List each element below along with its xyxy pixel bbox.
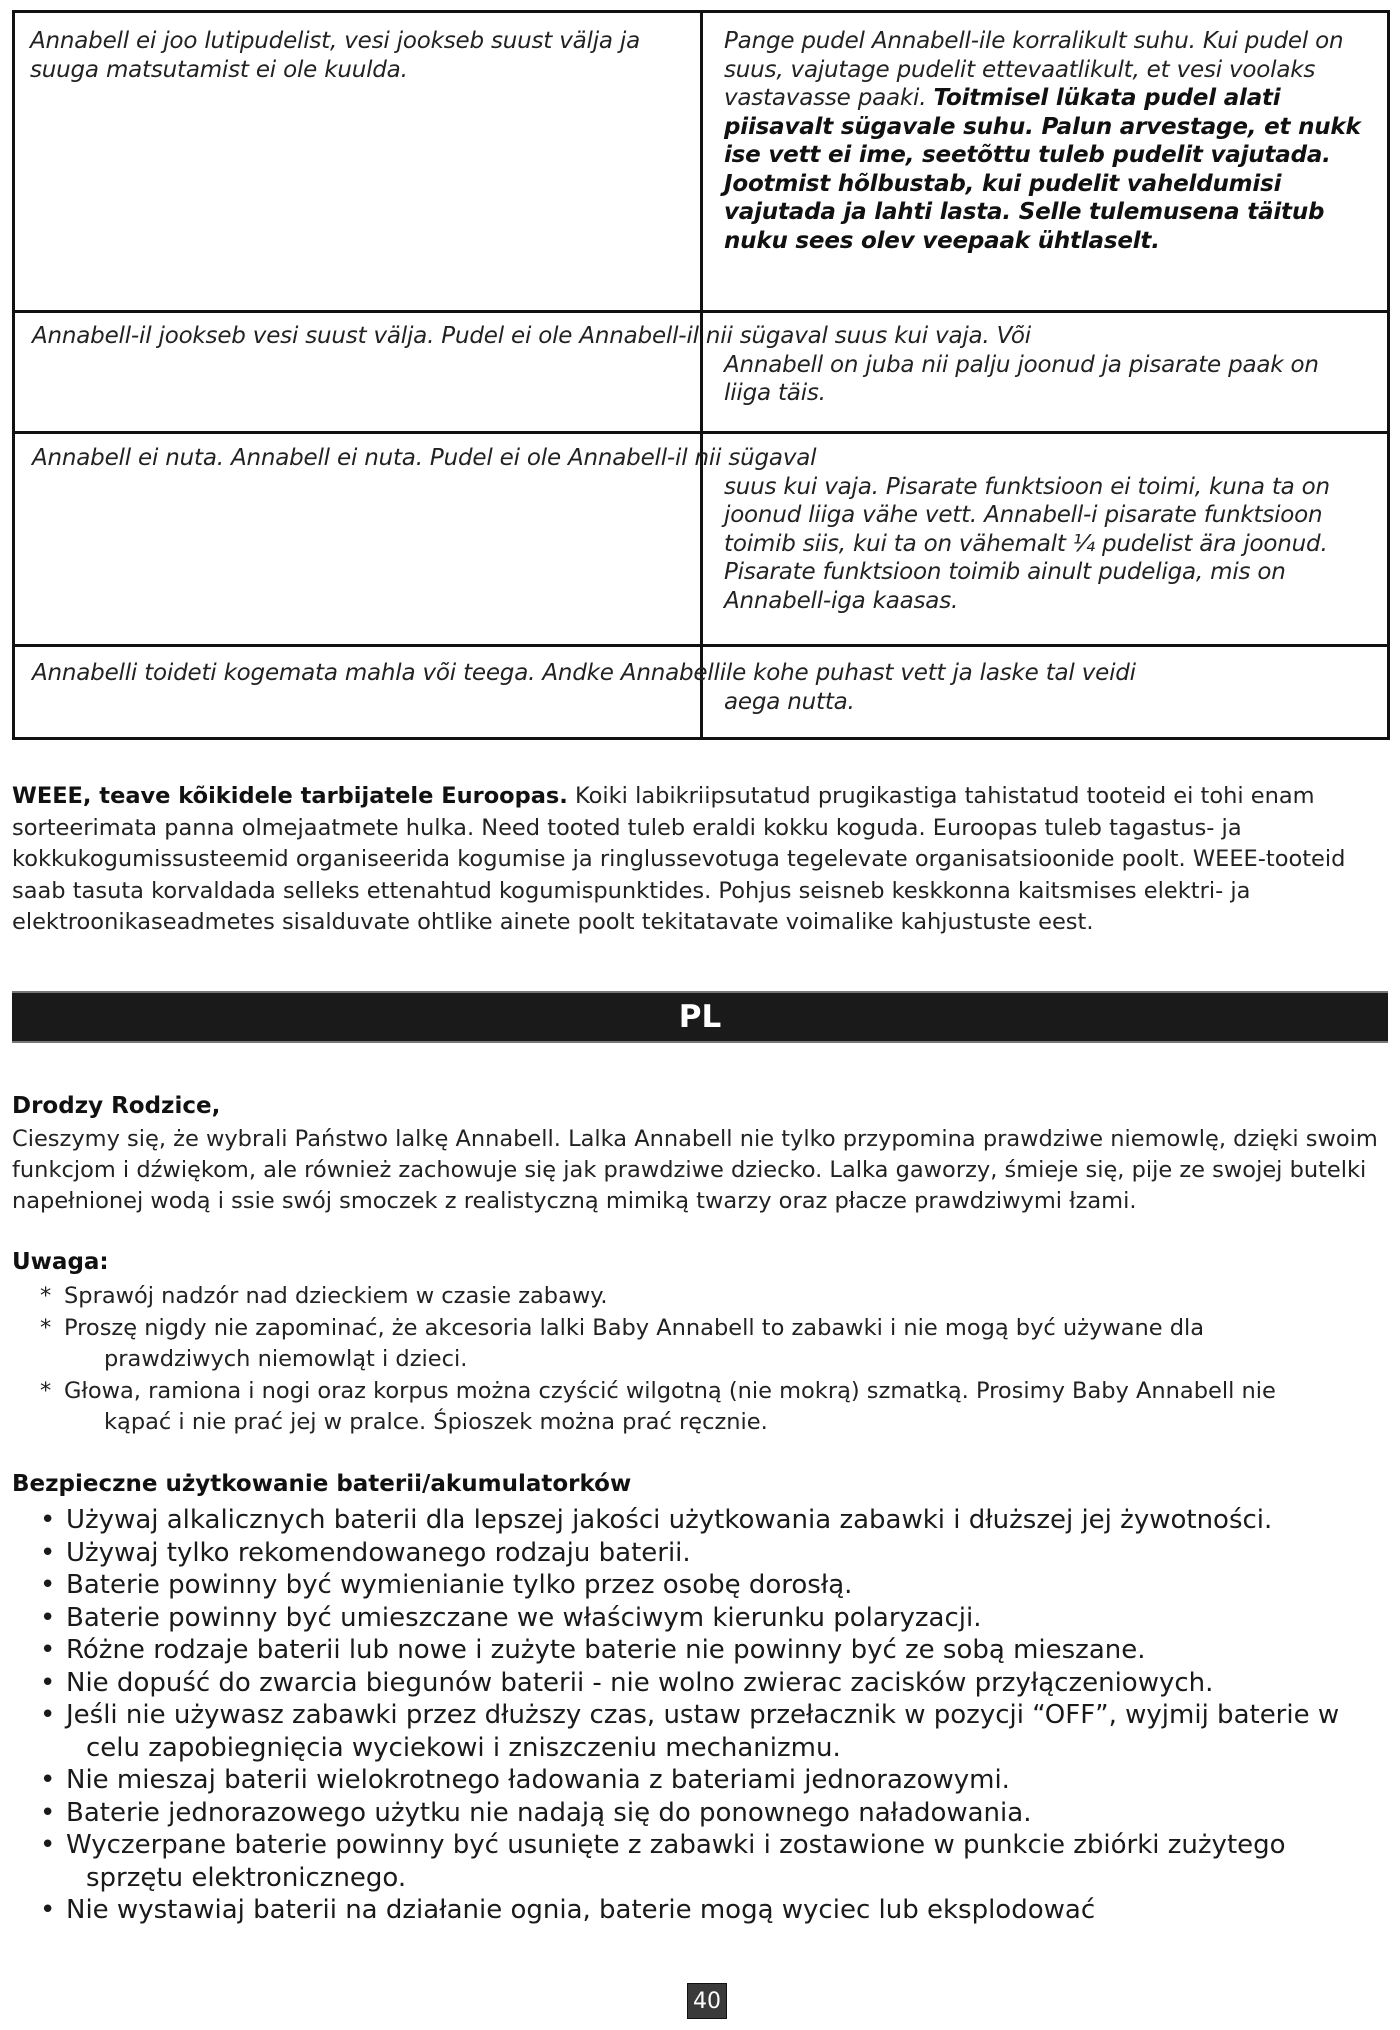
item-line: Baterie jednorazowego użytku nie nadają się do ponownego naładowania. [66,1797,1032,1828]
solution-emphasis: Toitmisel lükata pudel alati piisavalt sügavale suhu. Palun arvestage, et nukk ise vett ei ime, seetõttu tuleb pudelit vajutada. Jootmist hõlbustab, kui pudelit vaheldumisi vajutada ja lahti lasta. Selle tulemusena täitub nuku sees olev veepaak ühtlaselt. [724,85,1361,254]
item-line: Sprawój nadzór nad dzieckiem w czasie zabawy. [64,1283,608,1309]
item-line: Baterie powinny być wymienianie tylko przez osobę dorosłą. [66,1570,853,1600]
list-item [40,1537,1380,1570]
list-item [40,1829,1380,1894]
list-item [40,1667,1380,1700]
item-line: Różne rodzaje baterii lub nowe i zużyte baterie nie powinny być ze sobą mieszane. [66,1635,1146,1665]
table-row [12,644,1390,740]
table-row [12,431,1390,647]
item-line: • Jeśli nie używasz zabawki przez dłuższy czas, ustaw przełacznik w pozycji “OFF”, wyjmij baterie w [66,1700,1340,1730]
text-line: aega nutta. [724,688,855,715]
item-line: sprzętu elektronicznego. [86,1862,407,1893]
section-header [12,991,1388,1043]
item-line: Nie dopuść do zwarcia biegunów baterii - nie wolno zwierac zacisków przyłączeniowych. [66,1667,1214,1698]
list-item [40,1894,1380,1927]
text-line: Annabell on juba nii palju joonud ja pisarate paak on [724,351,1319,378]
column-divider [700,10,703,313]
weee-notice [12,781,1382,939]
item-line: celu zapobiegnięcia wyciekowi i zniszczeniu mechanizmu. [86,1732,841,1763]
uwaga-title: Uwaga: [12,1249,109,1275]
greeting-title: Drodzy Rodzice, [12,1093,221,1119]
list-item [40,1797,1380,1830]
troubleshooting-table [12,10,1390,740]
list-item [40,1313,1380,1376]
item-line: • Wyczerpane baterie powinny być usunięte z zabawki i zostawione w punkcie zbiórki zużytego [66,1830,1286,1860]
item-line: prawdziwych niemowląt i dzieci. [104,1346,468,1372]
weee-text: Koiki labikriipsutatud prugikastiga tahistatud tooteid ei tohi enam sorteerimata panna olmejaatmete hulka. Need tooted tuleb eraldi kokku koguda. Euroopas tuleb tagastus- ja kokkukogumissusteemid organiseerida kogumise ja ringlussevotuga tegelevate organisatsioonide poolt. WEEE-tooteid saab tasuta korvaldada selleks ettenahtud kogumispunktides. Pohjus seisneb keskkonna kaitsmises elektri- ja elektroonikaseadmetes sisalduvate ohtlike ainete poolt tekitatavate voimalike kahjustuste eest. [12,783,1346,935]
table-row [12,10,1390,313]
battery-list [40,1504,1380,1927]
uwaga-list [40,1281,1380,1439]
weee-title: WEEE, teave kõikidele tarbijatele Euroopas. [12,783,568,809]
item-line: * Proszę nigdy nie zapominać, że akcesoria lalki Baby Annabell to zabawki i nie mogą być używane dla [64,1314,1205,1341]
table-cell-text [32,659,1362,716]
item-line: Używaj tylko rekomendowanego rodzaju baterii. [66,1537,691,1568]
solution-text: Pange pudel Annabell-ile korralikult suhu. Kui pudel on suus, vajutage pudelit ettevaatlikult, et vesi voolaks vastavasse paaki. [724,28,1344,111]
section-label: PL [678,999,722,1035]
text-line: liiga täis. [724,380,826,406]
list-item [40,1569,1380,1602]
text-line: toimib siis, kui ta on vähemalt ¼ pudelist ära joonud. [724,530,1328,557]
item-line: * Głowa, ramiona i nogi oraz korpus można czyścić wilgotną (nie mokrą) szmatką. Prosimy Baby Annabell nie [64,1377,1276,1404]
list-item [40,1764,1380,1797]
problem-cell: Annabell ei joo lutipudelist, vesi jookseb suust välja ja suuga matsutamist ei ole kuulda. [30,28,640,83]
text-line: Pisarate funktsioon toimib ainult pudeliga, mis on [724,559,1286,585]
battery-title: Bezpieczne użytkowanie baterii/akumulatorków [12,1471,632,1497]
item-line: Nie mieszaj baterii wielokrotnego ładowania z bateriami jednorazowymi. [66,1765,1010,1795]
item-line: Używaj alkalicznych baterii dla lepszej jakości użytkowania zabawki i dłuższej jej żywotności. [66,1505,1273,1535]
text-line: Annabell ei nuta. Annabell ei nuta. Pudel ei ole Annabell-il nii sügaval [32,445,817,471]
table-cell-text [32,444,1362,615]
list-item [40,1634,1380,1667]
list-item [40,1504,1380,1537]
item-line: kąpać i nie prać jej w pralce. Śpioszek można prać ręcznie. [104,1409,768,1435]
page-number: 40 [687,1983,727,2019]
list-item [40,1602,1380,1635]
greeting-text: Cieszymy się, że wybrali Państwo lalkę Annabell. Lalka Annabell nie tylko przypomina prawdziwe niemowlę, dzięki swoim funkcjom i dźwiękom, ale również zachowuje się jak prawdziwe dziecko. Lalka gaworzy, śmieje się, pije ze swojej butelki napełnionej wodą i ssie swój smoczek z realistyczną mimiką twarzy oraz płacze prawdziwymi łzami. [12,1126,1378,1214]
table-row [12,310,1390,434]
text-line: suus kui vaja. Pisarate funktsioon ei toimi, kuna ta on [724,473,1330,500]
item-line: Nie wystawiaj baterii na działanie ognia, baterie mogą wyciec lub eksplodować [66,1895,1096,1925]
item-line: Baterie powinny być umieszczane we właściwym kierunku polaryzacji. [66,1602,982,1633]
text-line: Annabell-il jookseb vesi suust välja. Pudel ei ole Annabell-il nii sügaval suus kui vaja. Või [32,323,1031,349]
text-line: joonud liiga vähe vett. Annabell-i pisarate funktsioon [724,502,1323,528]
list-item [40,1699,1380,1764]
table-cell-text [32,322,1362,408]
text-line: Annabell-iga kaasas. [724,587,959,614]
text-line: Annabelli toideti kogemata mahla või teega. Andke Annabellile kohe puhast vett ja laske tal veidi [32,660,1136,686]
list-item [40,1376,1380,1439]
solution-cell [724,27,1364,255]
list-item [40,1281,1380,1313]
